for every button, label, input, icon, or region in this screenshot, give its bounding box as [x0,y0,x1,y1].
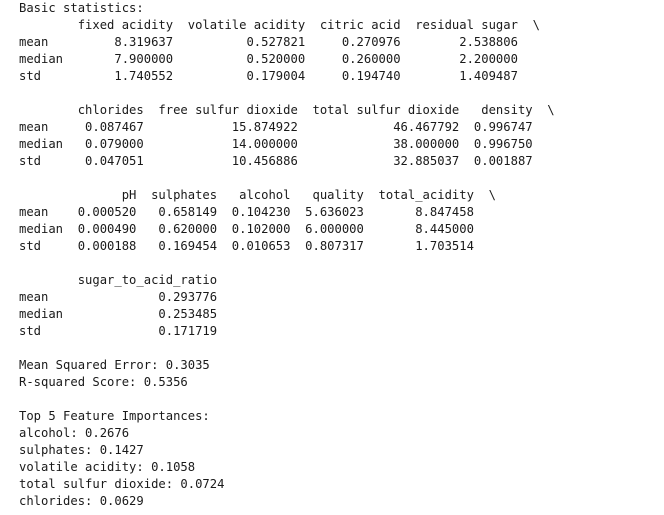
output-line: sulphates: 0.1427 [19,443,144,457]
output-line: mean 0.293776 [19,290,232,304]
output-line: fixed acidity volatile acidity citric acid residual sugar \ [19,18,540,32]
output-line: pH sulphates alcohol quality total_acidity \ [19,188,496,202]
blank-line [19,85,555,102]
output-line: median 0.253485 [19,307,232,321]
output-line: std 0.171719 [19,324,232,338]
output-line: chlorides: 0.0629 [19,494,144,508]
blank-line [19,170,555,187]
output-line: std 0.000188 0.169454 0.010653 0.807317 1.703514 [19,239,496,253]
output-line: median 0.079000 14.000000 38.000000 0.996750 [19,137,555,151]
output-line: mean 0.000520 0.658149 0.104230 5.636023 8.847458 [19,205,496,219]
blank-line [19,340,555,357]
output-line: total sulfur dioxide: 0.0724 [19,477,225,491]
output-line: mean 8.319637 0.527821 0.270976 2.538806 [19,35,540,49]
output-line: std 1.740552 0.179004 0.194740 1.409487 [19,69,540,83]
output-line: volatile acidity: 0.1058 [19,460,196,474]
blank-line [19,391,555,408]
output-line: Mean Squared Error: 0.3035 [19,358,210,372]
output-line: R-squared Score: 0.5356 [19,375,188,389]
output-line: mean 0.087467 15.874922 46.467792 0.996747 [19,120,555,134]
output-line: sugar_to_acid_ratio [19,273,232,287]
output-line: std 0.047051 10.456886 32.885037 0.001887 [19,154,555,168]
output-line: alcohol: 0.2676 [19,426,130,440]
output-line: median 7.900000 0.520000 0.260000 2.200000 [19,52,540,66]
output-line: median 0.000490 0.620000 0.102000 6.000000 8.445000 [19,222,496,236]
output-line: Basic statistics: [19,1,144,15]
output-line: chlorides free sulfur dioxide total sulfur dioxide density \ [19,103,555,117]
output-line: Top 5 Feature Importances: [19,409,210,423]
blank-line [19,255,555,272]
console-output [19,0,555,510]
